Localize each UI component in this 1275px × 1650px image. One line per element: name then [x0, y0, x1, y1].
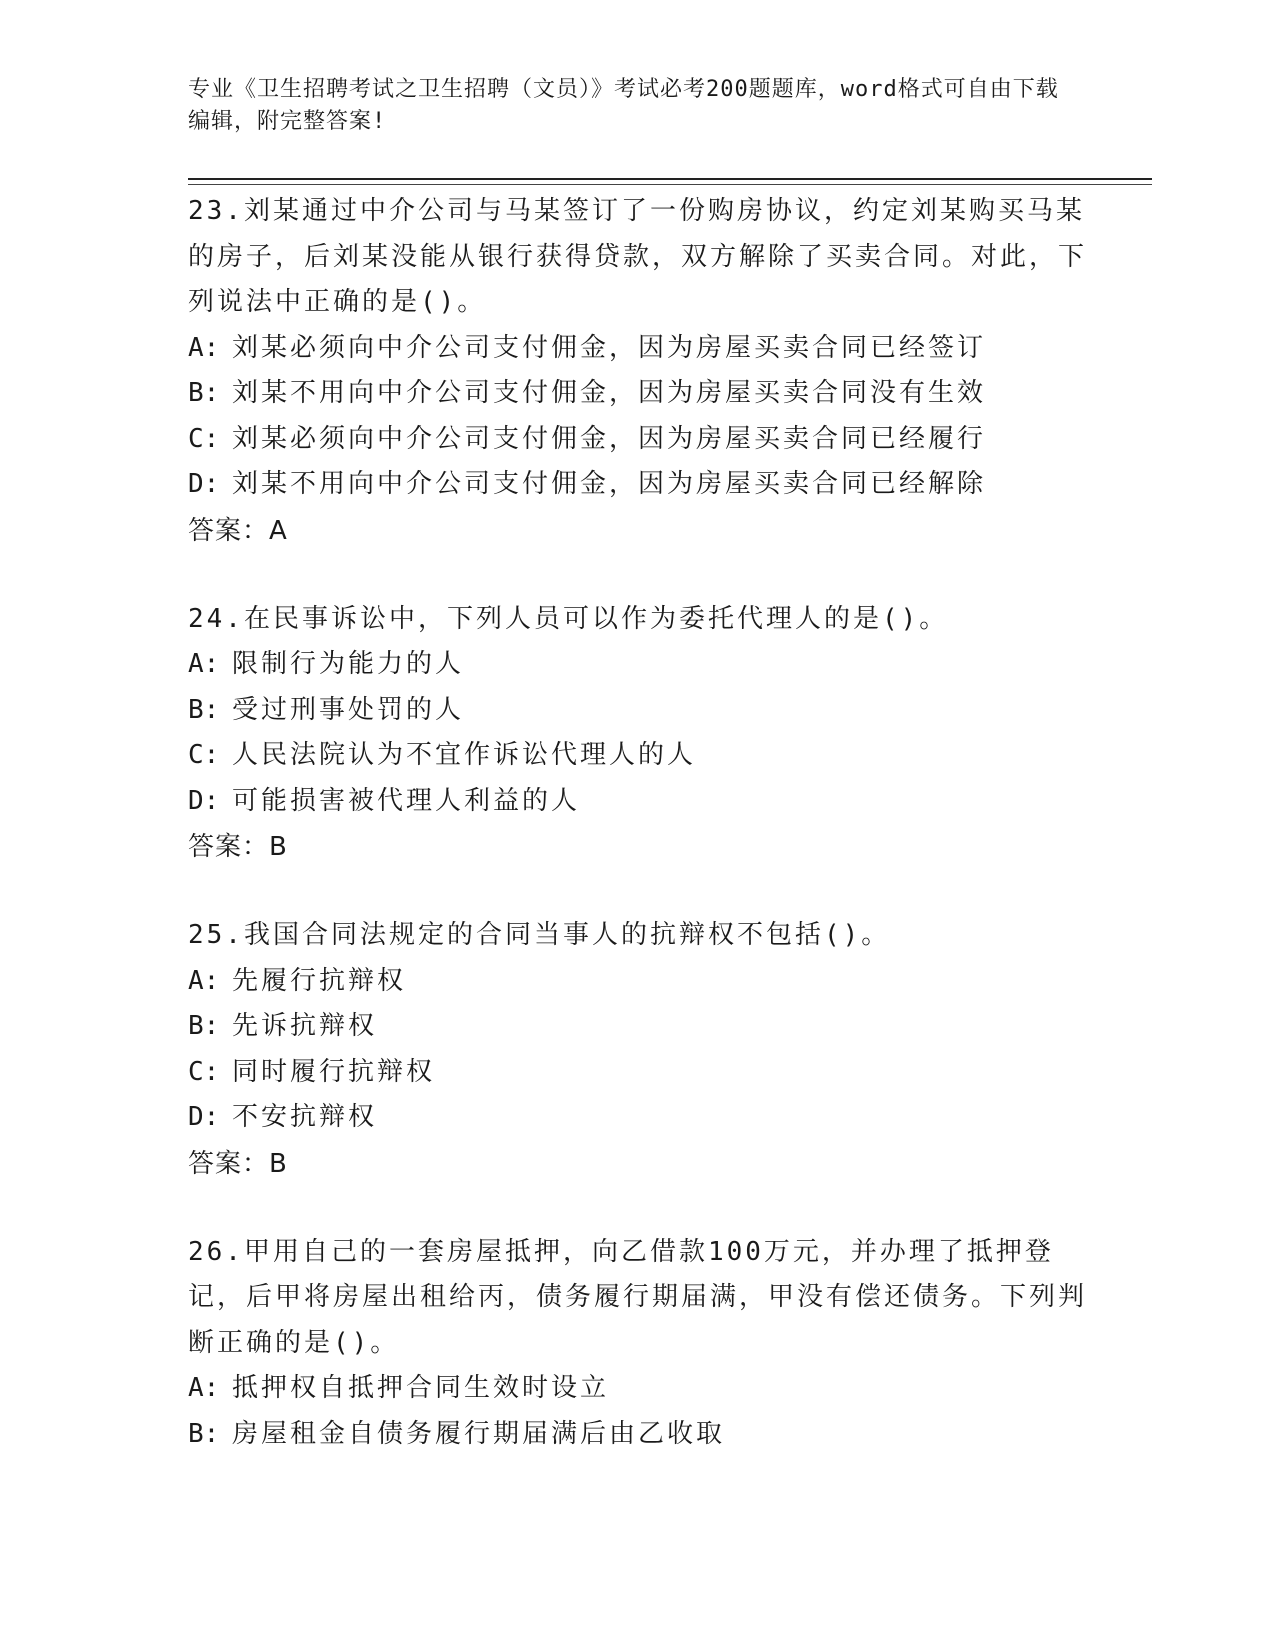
option-c — [188, 417, 1088, 463]
answer-line: 答案：B — [188, 832, 288, 862]
question-text: 25.我国合同法规定的合同当事人的抗辩权不包括()。 — [188, 920, 891, 950]
option-text: 不安抗辩权 — [232, 1102, 378, 1132]
option-a — [188, 326, 1088, 372]
option-text: 先诉抗辩权 — [232, 1011, 378, 1041]
option-d — [188, 779, 1088, 825]
option-text: 刘某不用向中介公司支付佣金，因为房屋买卖合同已经解除 — [232, 469, 987, 499]
option-c — [188, 1050, 1088, 1096]
option-text: 刘某不用向中介公司支付佣金，因为房屋买卖合同没有生效 — [232, 378, 987, 408]
question-block — [188, 1229, 1088, 1458]
option-text: 刘某必须向中介公司支付佣金，因为房屋买卖合同已经签订 — [232, 332, 987, 363]
document-header: 专业《卫生招聘考试之卫生招聘（文员）》考试必考200题题库，word格式可自由下载编辑，附完整答案! — [188, 77, 1059, 134]
option-letter: A: — [188, 1373, 220, 1403]
option-text: 人民法院认为不宜作诉讼代理人的人 — [232, 740, 697, 770]
option-d — [188, 1095, 1088, 1141]
option-a — [188, 1366, 1088, 1412]
question-text: 26.甲用自己的一套房屋抵押，向乙借款100万元，并办理了抵押登记，后甲将房屋出租给丙，债务履行期届满，甲没有偿还债务。下列判断正确的是()。 — [188, 1236, 1088, 1358]
option-letter: C: — [188, 740, 220, 770]
question-list — [188, 188, 1088, 1457]
option-text: 先履行抗辩权 — [232, 965, 407, 996]
spacer — [188, 554, 1088, 596]
question-block — [188, 912, 1088, 1187]
option-text: 可能损害被代理人利益的人 — [232, 785, 581, 816]
spacer — [188, 870, 1088, 912]
answer-line: 答案：A — [188, 515, 288, 546]
option-letter: B: — [188, 1011, 220, 1041]
option-text: 刘某必须向中介公司支付佣金，因为房屋买卖合同已经履行 — [232, 423, 987, 454]
option-letter: D: — [188, 469, 220, 499]
header-divider-thin — [188, 184, 1152, 185]
option-text: 限制行为能力的人 — [232, 649, 465, 679]
header-divider-thick — [188, 178, 1152, 180]
option-letter: C: — [188, 1056, 220, 1087]
option-letter: C: — [188, 423, 220, 454]
option-c — [188, 733, 1088, 779]
option-d — [188, 462, 1088, 508]
option-letter: A: — [188, 649, 220, 679]
option-b — [188, 371, 1088, 417]
option-letter: B: — [188, 694, 220, 725]
answer-line: 答案：B — [188, 1148, 288, 1179]
option-text: 抵押权自抵押合同生效时设立 — [232, 1373, 610, 1403]
option-b — [188, 1004, 1088, 1050]
question-block — [188, 188, 1088, 554]
option-text: 房屋租金自债务履行期届满后由乙收取 — [232, 1418, 726, 1449]
option-letter: A: — [188, 332, 220, 363]
option-letter: D: — [188, 1102, 220, 1132]
option-letter: B: — [188, 1418, 220, 1449]
option-text: 受过刑事处罚的人 — [232, 694, 465, 725]
option-letter: D: — [188, 785, 220, 816]
question-block — [188, 596, 1088, 871]
question-text: 23.刘某通过中介公司与马某签订了一份购房协议，约定刘某购买马某的房子，后刘某没能从银行获得贷款，双方解除了买卖合同。对此，下列说法中正确的是()。 — [188, 196, 1088, 317]
option-letter: A: — [188, 965, 220, 996]
option-a — [188, 642, 1088, 688]
spacer — [188, 1187, 1088, 1229]
option-text: 同时履行抗辩权 — [232, 1056, 436, 1087]
option-b — [188, 688, 1088, 734]
option-a — [188, 959, 1088, 1005]
option-b — [188, 1412, 1088, 1458]
question-text: 24.在民事诉讼中，下列人员可以作为委托代理人的是()。 — [188, 603, 949, 634]
option-letter: B: — [188, 378, 220, 408]
